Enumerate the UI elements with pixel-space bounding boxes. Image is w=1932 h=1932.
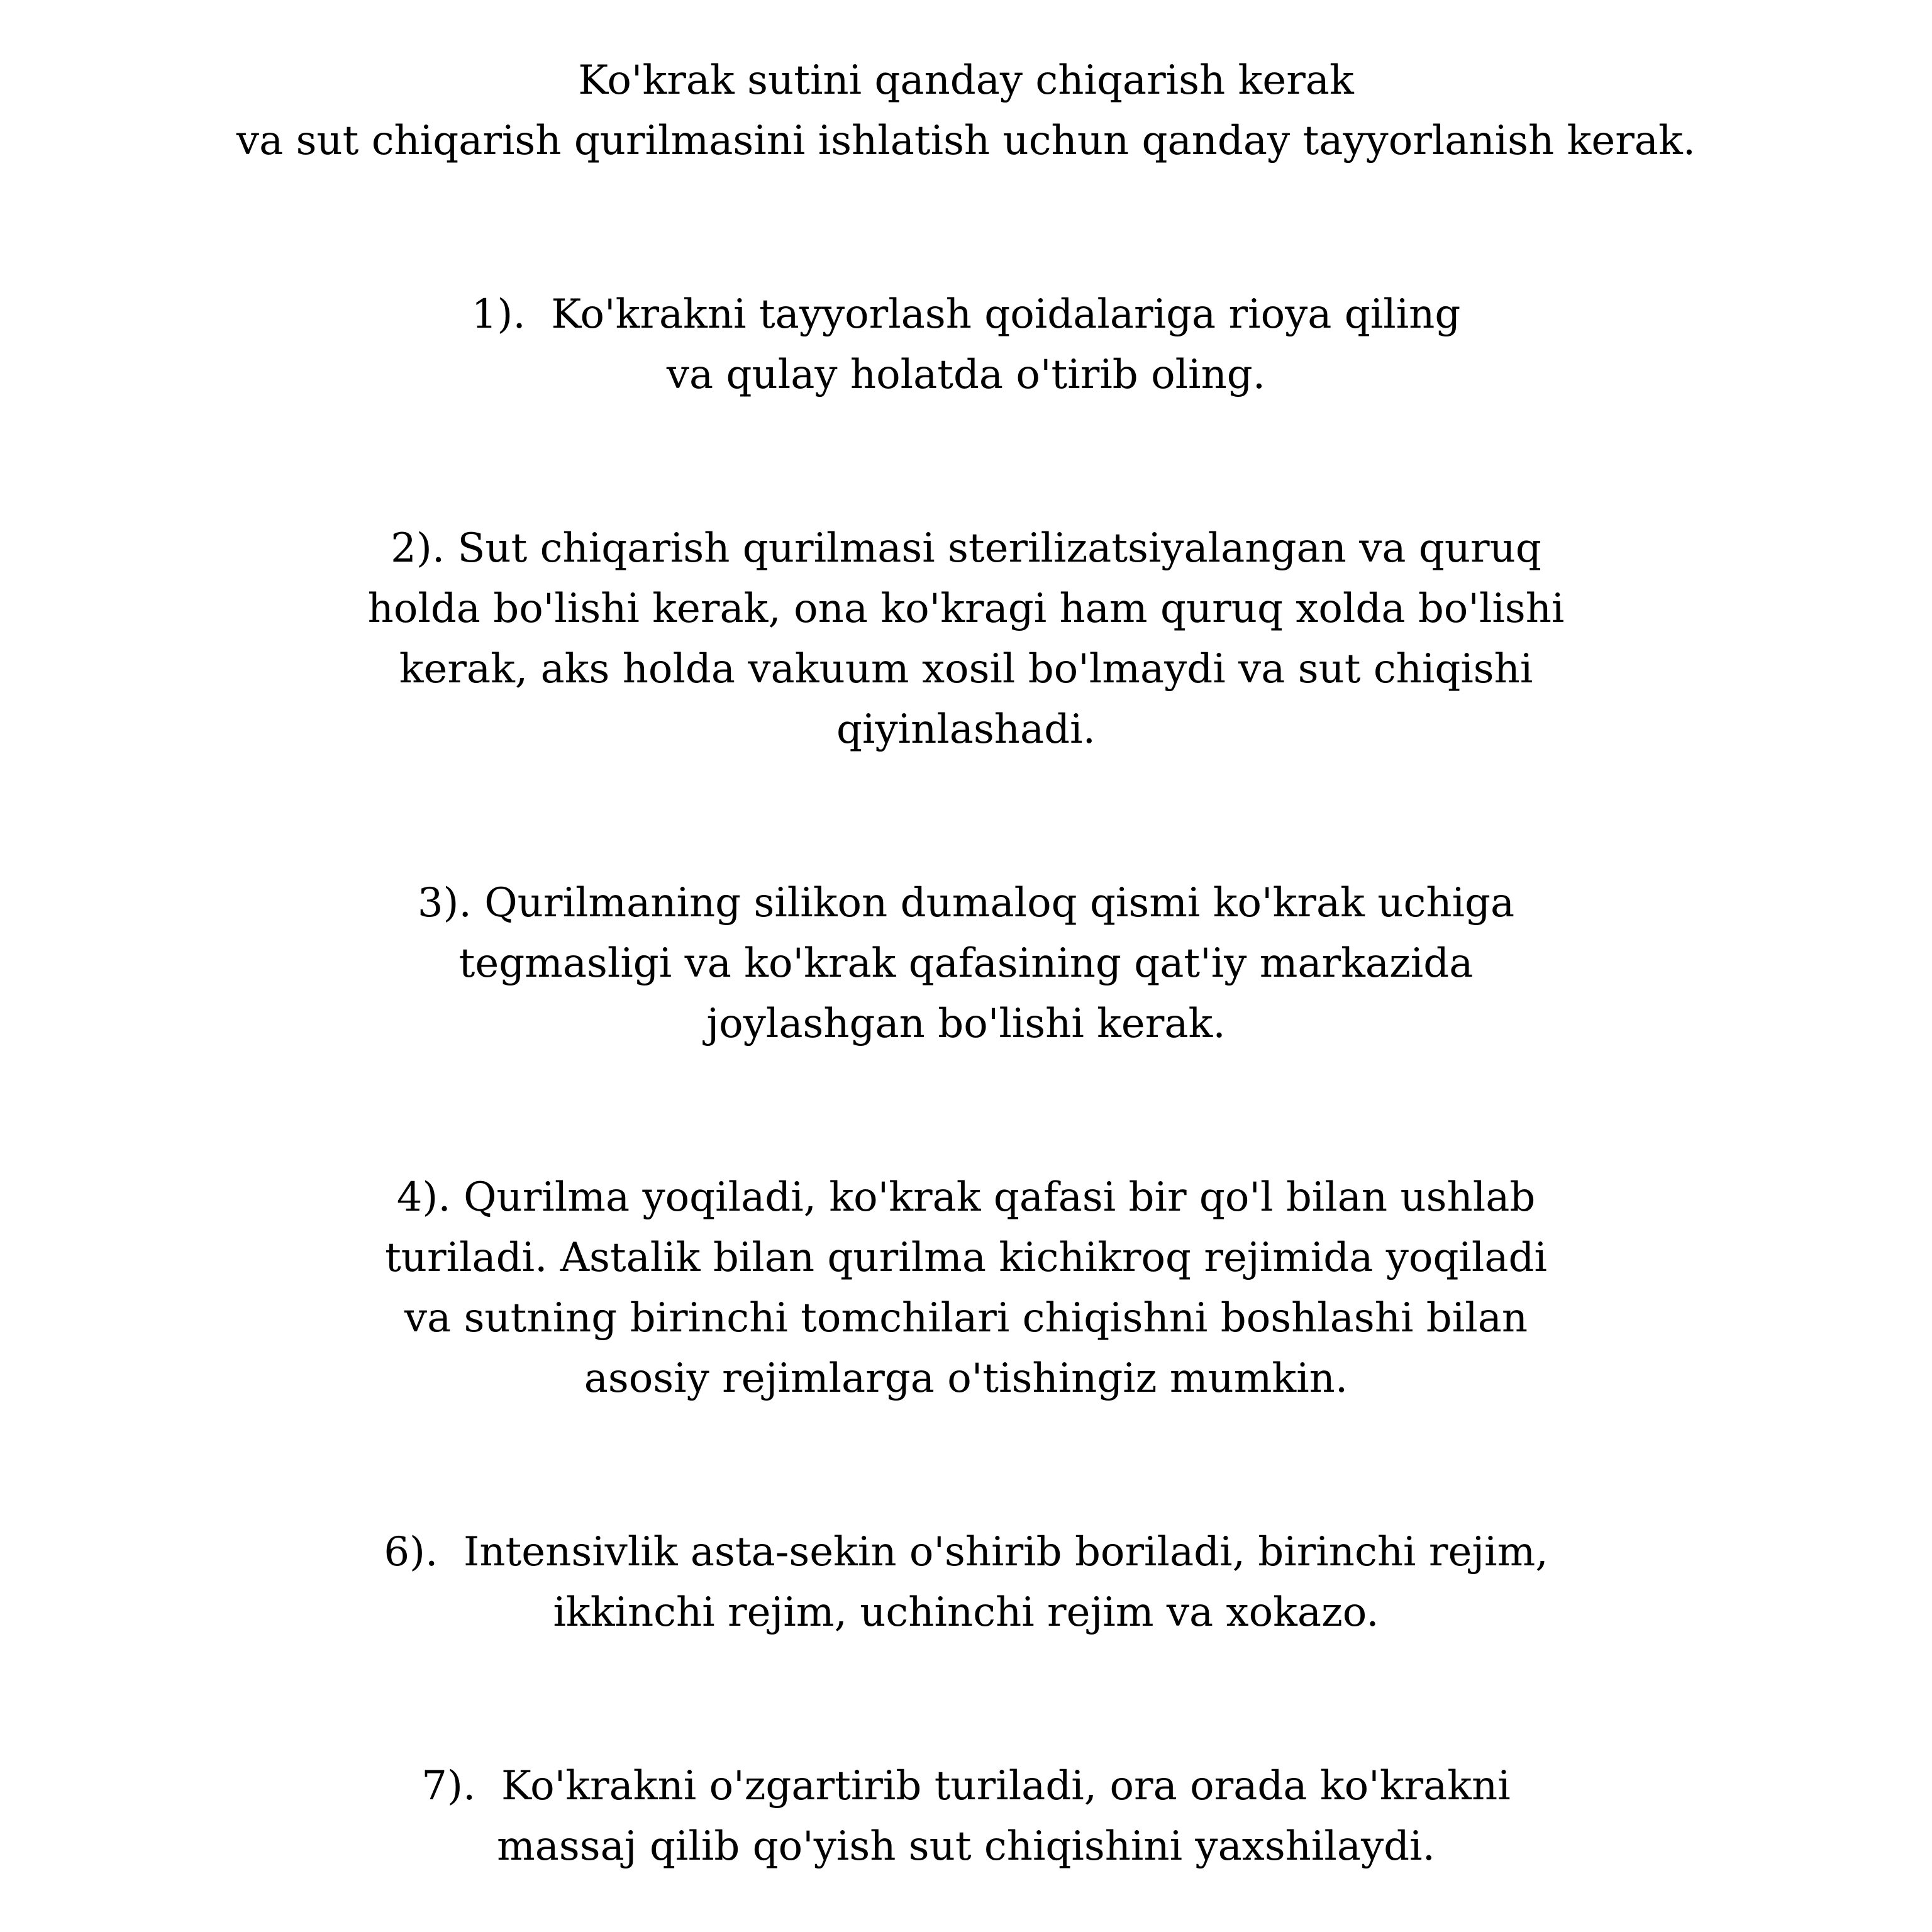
- item-4-line-1: 4). Qurilma yoqiladi, ko'krak qafasi bir qo'l bilan ushlab: [396, 1174, 1536, 1221]
- instruction-item-6: [0, 1522, 1932, 1643]
- document-title: [0, 50, 1932, 171]
- item-2-line-1: 2). Sut chiqarish qurilmasi sterilizatsiyalangan va quruq: [391, 525, 1541, 572]
- item-4-line-3: va sutning birinchi tomchilari chiqishni boshlashi bilan: [404, 1295, 1528, 1341]
- instruction-item-7: [0, 1756, 1932, 1877]
- item-2-line-3: kerak, aks holda vakuum xosil bo'lmaydi va sut chiqishi: [399, 646, 1533, 692]
- item-1-line-2: va qulay holatda o'tirib oling.: [666, 352, 1266, 398]
- instruction-item-2: [0, 518, 1932, 760]
- item-3-line-3: joylashgan bo'lishi kerak.: [706, 1001, 1226, 1047]
- item-1-line-1: 1). Ko'krakni tayyorlash qoidalariga rioya qiling: [471, 291, 1461, 338]
- item-6-line-1: 6). Intensivlik asta-sekin o'shirib boriladi, birinchi rejim,: [384, 1529, 1548, 1575]
- item-7-line-2: massaj qilib qo'yish sut chiqishini yaxshilaydi.: [497, 1823, 1435, 1870]
- item-3-line-1: 3). Qurilmaning silikon dumaloq qismi ko'krak uchiga: [417, 880, 1515, 926]
- instruction-item-4: [0, 1167, 1932, 1409]
- item-2-line-4: qiyinlashadi.: [836, 706, 1096, 753]
- item-4-line-2: turiladi. Astalik bilan qurilma kichikroq rejimida yoqiladi: [385, 1235, 1547, 1281]
- item-7-line-1: 7). Ko'krakni o'zgartirib turiladi, ora orada ko'krakni: [421, 1763, 1511, 1809]
- item-4-line-4: asosiy rejimlarga o'tishingiz mumkin.: [584, 1355, 1348, 1402]
- item-2-line-2: holda bo'lishi kerak, ona ko'kragi ham quruq xolda bo'lishi: [367, 586, 1565, 632]
- item-6-line-2: ikkinchi rejim, uchinchi rejim va xokazo.: [553, 1589, 1379, 1636]
- title-line-2: va sut chiqarish qurilmasini ishlatish uchun qanday tayyorlanish kerak.: [236, 118, 1696, 164]
- instruction-item-3: [0, 873, 1932, 1054]
- item-3-line-2: tegmasligi va ko'krak qafasining qat'iy markazida: [458, 940, 1474, 987]
- title-line-1: Ko'krak sutini qanday chiqarish kerak: [578, 57, 1354, 104]
- instruction-item-1: [0, 284, 1932, 405]
